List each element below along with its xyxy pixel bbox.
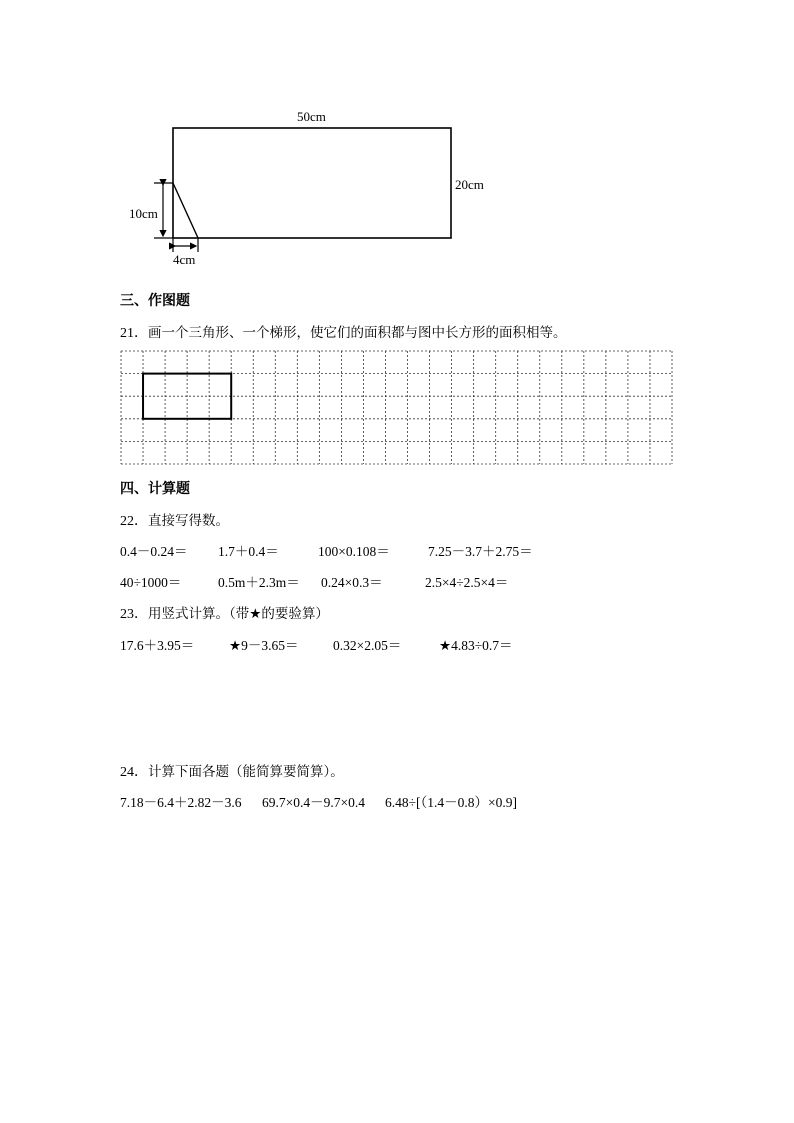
expression: ★9－3.65＝ [229, 638, 299, 653]
question-text: 计算下面各题（能简算要简算）。 [148, 764, 344, 780]
expression: 6.48÷[（1.4－0.8）×0.9] [385, 795, 518, 810]
section-heading-calculation: 四、计算题 [120, 481, 190, 497]
section-heading-drawing: 三、作图题 [120, 293, 190, 309]
expression: ★4.83÷0.7＝ [439, 638, 513, 653]
label-4cm: 4cm [173, 252, 196, 267]
expression: 0.32×2.05＝ [333, 638, 402, 653]
question-text: 用竖式计算。（带★的要验算） [148, 606, 329, 622]
question-21 [120, 321, 567, 342]
expression: 69.7×0.4－9.7×0.4 [262, 795, 365, 810]
question-number: 22． [120, 514, 148, 529]
label-10cm: 10cm [129, 206, 158, 221]
question-text: 画一个三角形、一个梯形，使它们的面积都与图中长方形的面积相等。 [148, 325, 567, 341]
expression: 17.6＋3.95＝ [120, 638, 195, 653]
expression: 40÷1000＝ [120, 575, 182, 590]
question-number: 23． [120, 607, 148, 622]
question-24 [120, 760, 344, 781]
label-50cm: 50cm [297, 109, 326, 124]
question-number: 21． [120, 326, 148, 341]
expression: 0.24×0.3＝ [321, 575, 383, 590]
expression: 0.5m＋2.3m＝ [218, 575, 300, 590]
slant-line [173, 183, 198, 238]
expression: 1.7＋0.4＝ [218, 544, 279, 559]
expression: 2.5×4÷2.5×4＝ [425, 575, 509, 590]
expression: 100×0.108＝ [318, 544, 390, 559]
label-20cm: 20cm [455, 177, 484, 192]
expression: 7.25－3.7＋2.75＝ [428, 544, 533, 559]
expression: 0.4－0.24＝ [120, 544, 188, 559]
grid-rectangle [143, 374, 231, 419]
rectangle-outline [173, 128, 451, 238]
rectangle-figure [0, 0, 794, 280]
question-22 [120, 509, 229, 530]
question-23 [120, 602, 329, 623]
expression: 7.18－6.4＋2.82－3.6 [120, 795, 242, 810]
question-number: 24． [120, 765, 148, 780]
question-text: 直接写得数。 [148, 513, 229, 529]
